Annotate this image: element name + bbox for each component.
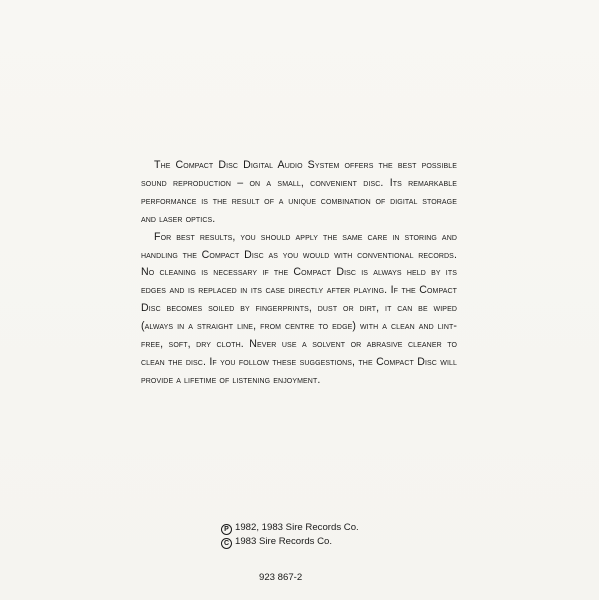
copyright-line: [221, 535, 359, 549]
phonogram-text: 1982, 1983 Sire Records Co.: [235, 522, 359, 533]
catalog-number: 923 867-2: [259, 572, 303, 583]
phonogram-line: [221, 521, 359, 535]
cd-care-text: [141, 157, 457, 390]
copyright-icon: C: [221, 538, 232, 549]
intro-paragraph: The Compact Disc Digital Audio System offers the best possible sound reproduction – on a small, convenient disc. Its remarkable performance is the result of a unique combination of digital storage and laser optics.: [141, 159, 457, 225]
care-paragraph: For best results, you should apply the same care in storing and handling the Compact Disc as you would with conventional records. No cleaning is necessary if the Compact Disc is always held by its edges and is replaced in its case directly after playing. If the Compact Disc becomes soiled by fingerprints, dust or dirt, it can be wiped (always in a straight line, from centre to edge) with a clean and lint-free, soft, dry cloth. Never use a solvent or abrasive cleaner to clean the disc. If you follow these suggestions, the Compact Disc will provide a lifetime of listening enjoyment.: [141, 230, 457, 386]
phonogram-icon: P: [221, 524, 232, 535]
copyright-notice: [221, 521, 359, 549]
copyright-text: 1983 Sire Records Co.: [235, 536, 333, 547]
